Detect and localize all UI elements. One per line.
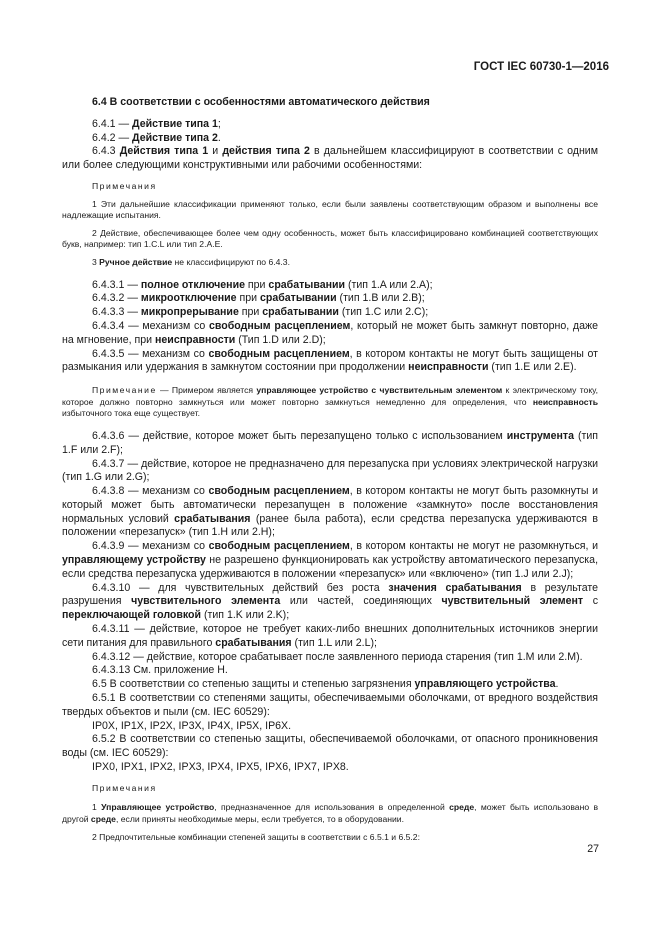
- clause-paragraph: 6.4.3.3 — микропрерывание при срабатывании (тип 1.C или 2.C);: [92, 306, 429, 319]
- note-paragraph: Примечания: [92, 782, 157, 793]
- clause-paragraph: IP0X, IP1X, IP2X, IP3X, IP4X, IP5X, IP6X.: [92, 719, 292, 732]
- note-paragraph: 1 Эти дальнейшие классификации применяют только, если были заявлены соответствующим образом и выполнены все надлежащие испытания.: [62, 198, 598, 221]
- section-heading: 6.4 В соответствии с особенностями автоматического действия: [92, 96, 430, 108]
- clause-paragraph: 6.4.3.2 — микроотключение при срабатывании (тип 1.B или 2.B);: [92, 292, 425, 305]
- clause-paragraph: 6.5 В соответствии со степенью защиты и степенью загрязнения управляющего устройства.: [92, 678, 559, 691]
- note-paragraph: 3 Ручное действие не классифицируют по 6.4.3.: [92, 256, 290, 267]
- document-header: ГОСТ IEC 60730-1—2016: [473, 61, 609, 73]
- clause-paragraph: 6.5.1 В соответствии со степенями защиты, обеспечиваемыми оболочками, от вредного воздействия твердых объектов и пыли (см. IEC 60529):: [62, 692, 598, 718]
- note-paragraph: 2 Предпочтительные комбинации степеней защиты в соответствии с 6.5.1 и 6.5.2:: [92, 831, 420, 842]
- note-paragraph: 1 Управляющее устройство, предназначенное для использования в определенной среде, может быть использовано в другой среде, если приняты необходимые меры, если требуется, то в оборудовании.: [62, 802, 599, 825]
- clause-paragraph: 6.4.3.9 — механизм со свободным расцеплением, в котором контакты не могут не разомкнуться, и управляющему устройству не разрешено функционировать как устройству автоматического перезапуска, если средства перезапуска удерживаются в положении «перезапуск» или «включено» (тип 1.J или 2.J);: [62, 540, 599, 580]
- clause-paragraph: 6.5.2 В соответствии со степенью защиты, обеспечиваемой оболочками, от опасного проникновения воды (см. IEC 60529):: [62, 733, 598, 760]
- clause-paragraph: IPX0, IPX1, IPX2, IPX3, IPX4, IPX5, IPX6, IPX7, IPX8.: [92, 761, 349, 774]
- document-body: [62, 92, 598, 843]
- clause-paragraph: 6.4.3.6 — действие, которое может быть перезапущено только с использованием инструмента (тип 1.F или 2.F);: [62, 429, 598, 456]
- clause-paragraph: 6.4.3.12 — действие, которое срабатывает после заявленного периода старения (тип 1.M или 2.M).: [92, 650, 583, 663]
- clause-paragraph: 6.4.3 Действия типа 1 и действия типа 2 в дальнейшем классифицируют в соответствии с одним или более следующими конструктивными или рабочими особенностями:: [62, 145, 599, 172]
- note-paragraph: Примечание — Примером является управляющее устройство с чувствительным элементом к электрическому току, которое должно повторно замкнуться или может повторно замкнуться немедленно для определения, что неисправность избыточного тока еще существует.: [62, 385, 598, 419]
- clause-paragraph: 6.4.1 — Действие типа 1;: [92, 117, 221, 130]
- clause-paragraph: 6.4.3.10 — для чувствительных действий без роста значения срабатывания в результате разрушения чувствительного элемента или частей, соединяющих чувствительный элемент с переключающей головкой (тип 1.K или 2.K);: [62, 581, 598, 622]
- clause-paragraph: 6.4.2 — Действие типа 2.: [92, 131, 221, 144]
- clause-paragraph: 6.4.3.11 — действие, которое не требует каких-либо внешних дополнительных источников энергии сети питания для правильного срабатывания (тип 1.L или 2.L);: [62, 623, 598, 649]
- note-paragraph: Примечания: [92, 180, 157, 191]
- clause-paragraph: 6.4.3.1 — полное отключение при срабатывании (тип 1.A или 2.A);: [92, 278, 433, 291]
- clause-paragraph: 6.4.3.13 См. приложение H.: [92, 664, 228, 677]
- clause-paragraph: 6.4.3.4 — механизм со свободным расцеплением, который не может быть замкнут повторно, даже на мгновение, при неисправности (Тип 1.D или 2.D);: [62, 319, 598, 346]
- clause-paragraph: 6.4.3.7 — действие, которое не предназначено для перезапуска при условиях электрической нагрузки (тип 1.G или 2.G);: [62, 457, 598, 484]
- note-paragraph: 2 Действие, обеспечивающее более чем одну особенность, может быть классифицировано комбинацией соответствующих букв, например: тип 1.C.L или тип 2.A.E.: [62, 227, 598, 250]
- clause-paragraph: 6.4.3.5 — механизм со свободным расцеплением, в котором контакты не могут быть защищены от размыкания или удержания в замкнутом состоянии при продолжении неисправности (тип 1.E или 2.E).: [62, 347, 598, 374]
- clause-paragraph: 6.4.3.8 — механизм со свободным расцеплением, в котором контакты не могут быть разомкнуты и который может быть автоматически перезапущен в положение «замкнуто» после восстановления нормальных условий срабатывания (ранее была работа), если средства перезапуска удерживаются в положении «перезапуск» (тип 1.H или 2.H);: [62, 485, 598, 539]
- page-number: 27: [587, 843, 599, 855]
